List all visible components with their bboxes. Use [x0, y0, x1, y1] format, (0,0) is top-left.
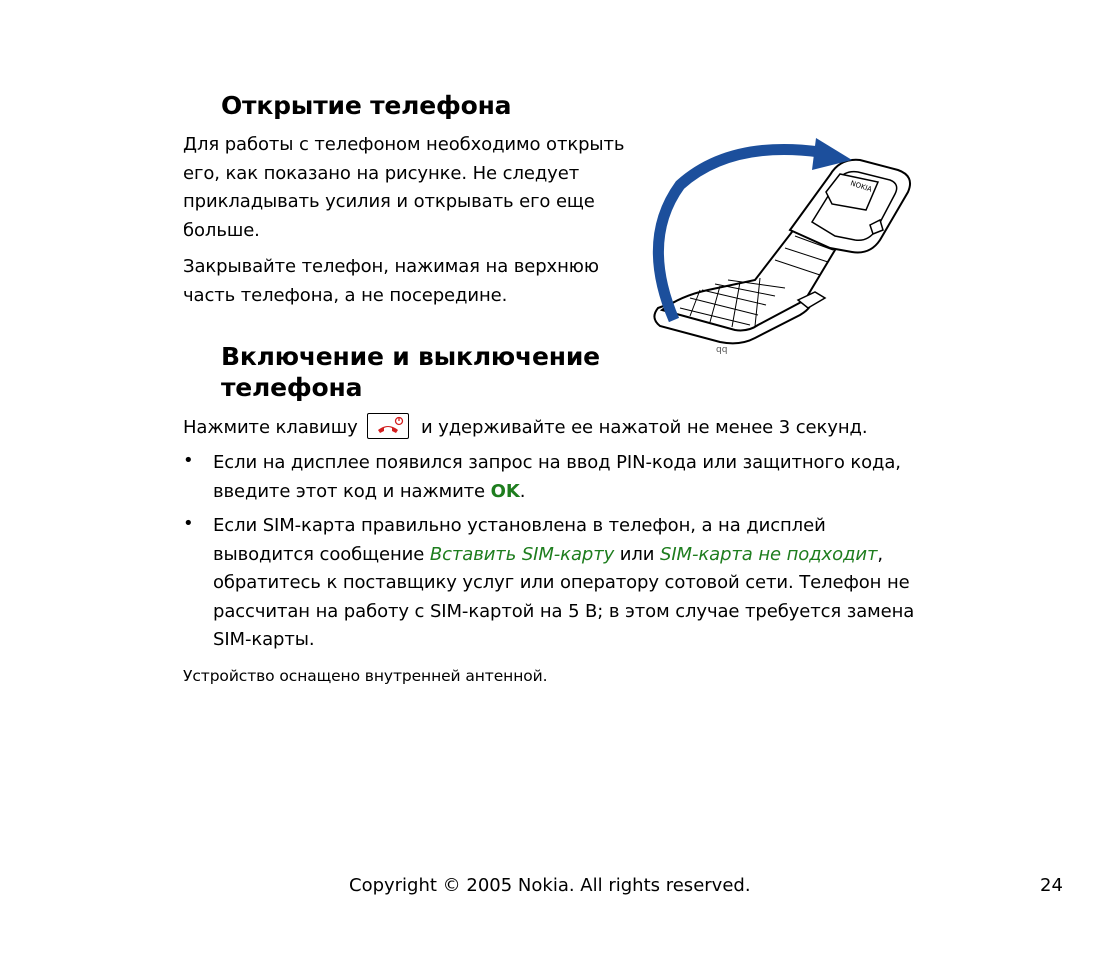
bullet-sim-card-or: или	[614, 543, 661, 565]
phone-opening-illustration	[640, 130, 930, 360]
closing-paragraph-line: Закрывайте телефон, нажимая на верхнюю	[183, 256, 599, 277]
opening-paragraph-line: Для работы с телефоном необходимо открыть	[183, 134, 625, 155]
figure-code: qq	[716, 345, 728, 355]
section-title-power	[221, 341, 600, 403]
bullet-pin-code-line: Если на дисплее появился запрос на ввод PIN-кода или защитного кода,	[213, 452, 901, 473]
opening-paragraph-line: прикладывать усилия и открывать его еще	[183, 191, 595, 212]
opening-paragraph-line: его, как показано на рисунке. Не следует	[183, 162, 580, 184]
phone-brand-label: NOKIA	[849, 179, 873, 194]
bullet-marker: •	[183, 513, 194, 534]
section-title-power-line: Включение и выключение	[221, 342, 600, 371]
power-instruction	[183, 413, 867, 443]
closing-paragraph-line: часть телефона, а не посередине.	[183, 284, 508, 306]
power-instruction-after: и удерживайте ее нажатой не менее 3 секунд.	[420, 417, 868, 438]
bullet-sim-card-line: обратитесь к поставщику услуг или оператору сотовой сети. Телефон не	[213, 572, 910, 593]
power-instruction-before: Нажмите клавишу	[183, 417, 358, 438]
ok-softkey-label: OK	[490, 480, 520, 502]
bullet-pin-code-line	[213, 478, 901, 507]
bullet-sim-card-line	[213, 541, 914, 570]
copyright-notice: Copyright © 2005 Nokia. All rights reserved.	[349, 875, 751, 896]
bullet-sim-card-comma: ,	[877, 543, 883, 565]
sim-not-supported-message: SIM-карта не подходит	[660, 543, 878, 565]
bullet-sim-card-text: выводится сообщение	[213, 543, 430, 565]
closing-paragraph	[183, 253, 599, 310]
phone-upper-flip	[790, 160, 910, 253]
bullet-pin-code-text: введите этот код и нажмите	[213, 480, 491, 502]
page-number: 24	[1040, 875, 1063, 896]
phone-keypad-body	[662, 228, 835, 330]
section-title-opening: Открытие телефона	[221, 91, 512, 120]
section-title-power-line: телефона	[221, 373, 363, 402]
insert-sim-message: Вставить SIM-карту	[429, 543, 615, 565]
bullet-sim-card-line: Если SIM-карта правильно установлена в телефон, а на дисплей	[213, 515, 826, 536]
bullet-pin-code	[213, 449, 901, 506]
bullet-sim-card	[213, 512, 914, 655]
opening-paragraph-line: больше.	[183, 219, 260, 241]
antenna-note: Устройство оснащено внутренней антенной.	[183, 667, 548, 685]
end-call-power-key-icon	[367, 413, 409, 439]
bullet-pin-code-period: .	[519, 480, 526, 502]
bullet-sim-card-line: SIM-карты.	[213, 629, 315, 650]
bullet-marker: •	[183, 450, 194, 471]
opening-paragraph	[183, 131, 624, 245]
bullet-sim-card-line: рассчитан на работу с SIM-картой на 5 В; в этом случае требуется замена	[213, 600, 915, 622]
